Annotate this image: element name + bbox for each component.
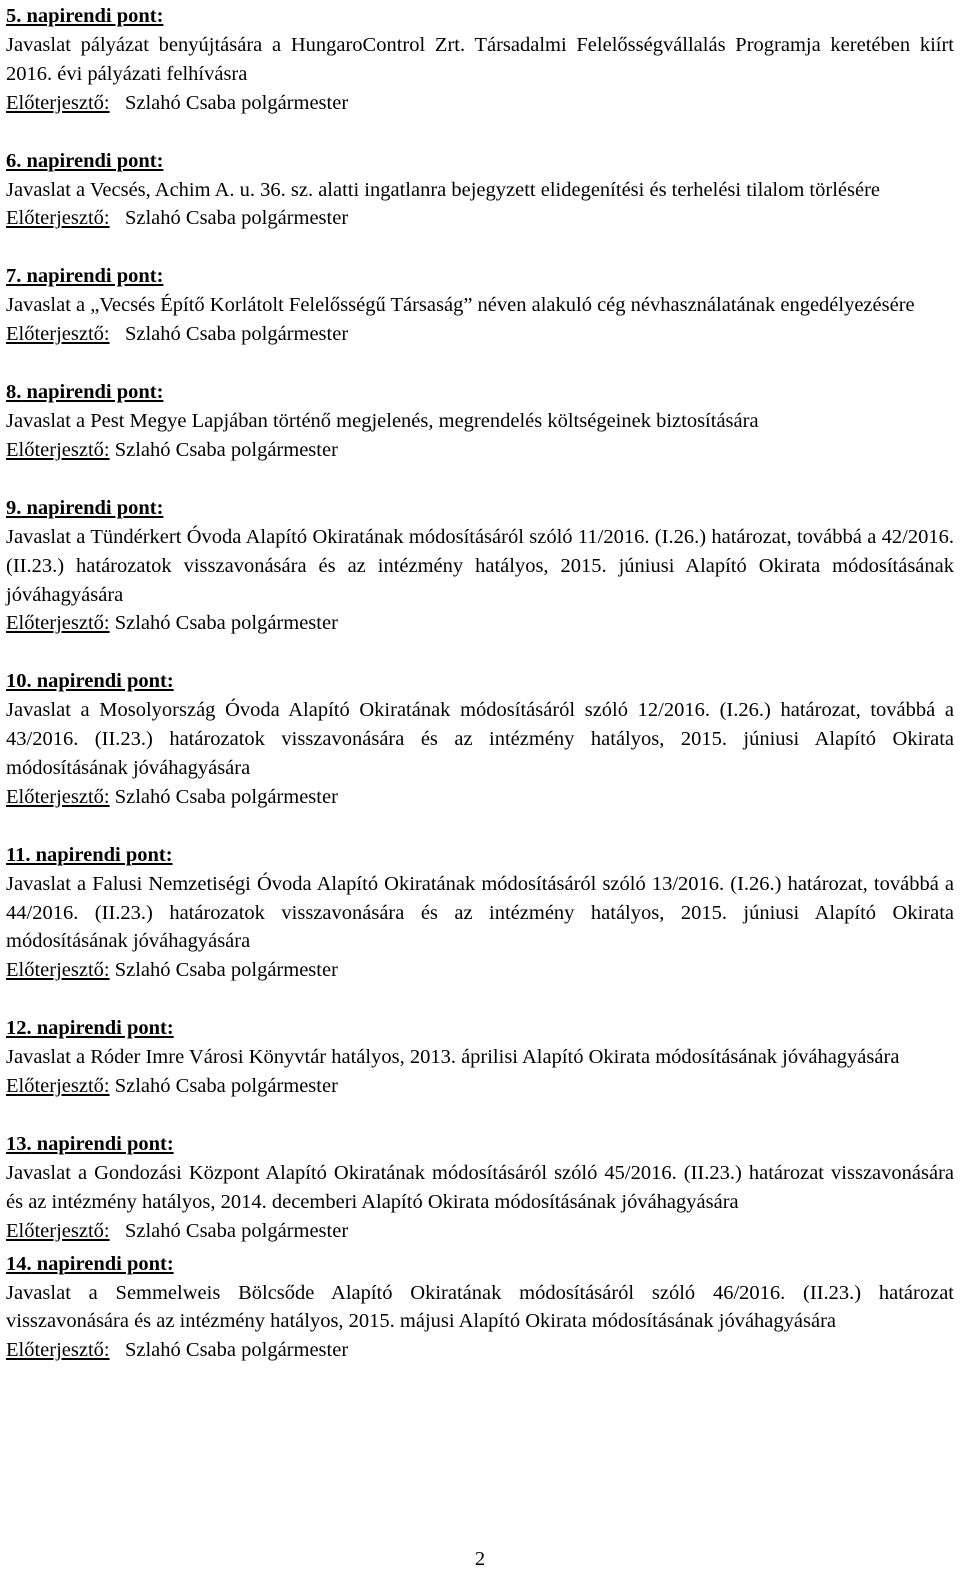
agenda-item-heading <box>6 1014 954 1043</box>
agenda-item-heading <box>6 262 954 291</box>
agenda-item-8 <box>6 378 954 465</box>
presenter-label: Előterjesztő: <box>6 1074 110 1097</box>
agenda-item-label: napirendi pont: <box>21 265 164 288</box>
agenda-item-number: 7. <box>6 265 22 288</box>
agenda-item-label: napirendi pont: <box>31 1132 174 1155</box>
spacer <box>6 118 954 147</box>
agenda-item-text: Javaslat a Falusi Nemzetiségi Óvoda Alapító Okiratának módosításáról szóló 13/2016. (I.26.) határozat, továbbá a 44/2016. (II.23.) határozatok visszavonására és az intézmény hatályos, 2015. júniusi Alapító Okirata módosításának jóváhagyására <box>6 872 954 953</box>
agenda-item-text: Javaslat a Semmelweis Bölcsőde Alapító Okiratának módosításáról szóló 46/2016. (II.23.) határozat visszavonására és az intézmény hatályos, 2015. májusi Alapító Okirata módosításának jóváhagyására <box>6 1281 954 1333</box>
agenda-item-presenter <box>6 1072 954 1101</box>
agenda-item-text: Javaslat pályázat benyújtására a HungaroControl Zrt. Társadalmi Felelősségvállalás Programja keretében kiírt 2016. évi pályázati felhívásra <box>6 34 954 85</box>
presenter-label: Előterjesztő: <box>6 207 110 230</box>
presenter-name: Szlahó Csaba polgármester <box>109 1074 338 1097</box>
agenda-item-7 <box>6 262 954 349</box>
agenda-item-presenter <box>6 1217 954 1246</box>
agenda-item-number: 6. <box>6 149 22 172</box>
presenter-label: Előterjesztő: <box>6 1219 110 1242</box>
agenda-item-heading <box>6 2 954 31</box>
agenda-item-number: 8. <box>6 381 22 404</box>
agenda-item-13 <box>6 1130 954 1246</box>
agenda-item-label: napirendi pont: <box>21 381 164 404</box>
spacer <box>6 465 954 494</box>
agenda-item-label: napirendi pont: <box>31 670 174 693</box>
agenda-item-text: Javaslat a Mosolyország Óvoda Alapító Okiratának módosításáról szóló 12/2016. (I.26.) határozat, továbbá a 43/2016. (II.23.) határozatok visszavonására és az intézmény hatályos, 2015. júniusi Alapító Okirata módosításának jóváhagyására <box>6 699 954 779</box>
presenter-name: Szlahó Csaba polgármester <box>109 207 349 230</box>
spacer <box>6 233 954 262</box>
agenda-item-number: 14. <box>6 1252 32 1275</box>
agenda-item-5 <box>6 2 954 118</box>
presenter-label: Előterjesztő: <box>6 323 110 346</box>
spacer <box>6 812 954 841</box>
presenter-name: Szlahó Csaba polgármester <box>109 959 338 982</box>
spacer <box>6 985 954 1014</box>
agenda-item-presenter <box>6 609 954 638</box>
agenda-item-label: napirendi pont: <box>21 5 164 27</box>
agenda-item-number: 5. <box>6 5 22 27</box>
agenda-item-number: 13. <box>6 1132 32 1155</box>
agenda-item-text: Javaslat a Pest Megye Lapjában történő megjelenés, megrendelés költségeinek biztosítására <box>6 410 759 433</box>
agenda-item-presenter <box>6 783 954 812</box>
agenda-item-label: napirendi pont: <box>30 843 173 866</box>
agenda-item-text: Javaslat a Vecsés, Achim A. u. 36. sz. alatti ingatlanra bejegyzett elidegenítési és terhelési tilalom törlésére <box>6 178 881 201</box>
spacer <box>6 349 954 378</box>
presenter-label: Előterjesztő: <box>6 959 110 982</box>
spacer <box>6 638 954 667</box>
agenda-item-text: Javaslat a „Vecsés Építő Korlátolt Felelősségű Társaság” néven alakuló cég névhasználatának engedélyezésére <box>6 294 915 317</box>
agenda-item-12 <box>6 1014 954 1101</box>
agenda-item-label: napirendi pont: <box>21 149 164 172</box>
presenter-label: Előterjesztő: <box>6 612 110 635</box>
presenter-name: Szlahó Csaba polgármester <box>109 612 338 635</box>
agenda-item-heading <box>6 494 954 523</box>
presenter-name: Szlahó Csaba polgármester <box>109 1219 349 1242</box>
presenter-name: Szlahó Csaba polgármester <box>109 438 338 461</box>
agenda-item-number: 11. <box>6 843 31 866</box>
presenter-label: Előterjesztő: <box>6 91 110 114</box>
agenda-item-6 <box>6 147 954 234</box>
agenda-item-number: 9. <box>6 496 22 519</box>
agenda-item-text: Javaslat a Gondozási Központ Alapító Okiratának módosításáról szóló 45/2016. (II.23.) határozat visszavonására és az intézmény hatályos, 2014. decemberi Alapító Okirata módosításának jóváhagyására <box>6 1161 954 1213</box>
presenter-label: Előterjesztő: <box>6 1339 110 1362</box>
agenda-item-heading <box>6 378 954 407</box>
agenda-item-label: napirendi pont: <box>31 1017 174 1040</box>
agenda-item-presenter <box>6 320 954 349</box>
agenda-item-presenter <box>6 1336 954 1365</box>
page-number: 2 <box>474 1548 486 1570</box>
agenda-item-presenter <box>6 89 954 118</box>
agenda-item-heading <box>6 667 954 696</box>
agenda-item-14 <box>6 1250 954 1366</box>
agenda-item-11 <box>6 841 954 985</box>
agenda-item-heading <box>6 841 954 870</box>
agenda-item-number: 10. <box>6 670 32 693</box>
presenter-label: Előterjesztő: <box>6 785 110 808</box>
spacer <box>6 1101 954 1130</box>
agenda-item-number: 12. <box>6 1017 32 1040</box>
presenter-name: Szlahó Csaba polgármester <box>109 91 349 114</box>
agenda-item-heading <box>6 1130 954 1159</box>
agenda-item-presenter <box>6 436 954 465</box>
agenda-item-label: napirendi pont: <box>31 1252 174 1275</box>
presenter-name: Szlahó Csaba polgármester <box>109 323 349 346</box>
agenda-item-text: Javaslat a Tündérkert Óvoda Alapító Okiratának módosításáról szóló 11/2016. (I.26.) határozat, továbbá a 42/2016. (II.23.) határozatok visszavonására és az intézmény hatályos, 2015. júniusi Alapító Okirata módosításának jóváhagyására <box>6 525 954 606</box>
agenda-item-9 <box>6 494 954 638</box>
agenda-item-heading <box>6 147 954 176</box>
agenda-item-text: Javaslat a Róder Imre Városi Könyvtár hatályos, 2013. áprilisi Alapító Okirata módosításának jóváhagyására <box>6 1046 900 1069</box>
document-page <box>6 2 954 1365</box>
presenter-name: Szlahó Csaba polgármester <box>109 1339 349 1362</box>
agenda-item-label: napirendi pont: <box>21 496 164 519</box>
presenter-name: Szlahó Csaba polgármester <box>109 785 338 808</box>
agenda-item-presenter <box>6 956 954 985</box>
agenda-item-10 <box>6 667 954 811</box>
presenter-label: Előterjesztő: <box>6 438 110 461</box>
agenda-item-presenter <box>6 204 954 233</box>
agenda-item-heading <box>6 1250 954 1279</box>
